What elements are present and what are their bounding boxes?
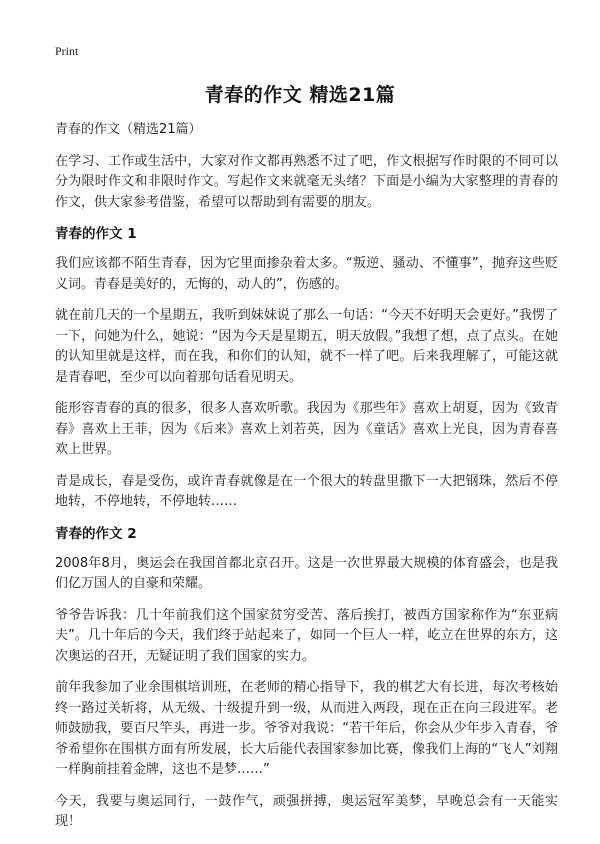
section-1-paragraph-1: 我们应该都不陌生青春，因为它里面掺杂着太多。“叛逆、骚动、不懂事”，抛弃这些贬义词。青春是美好的，无悔的，动人的”，伤感的。 [55,256,558,292]
section-1-paragraph-3: 能形容青春的真的很多，很多人喜欢听歌。我因为《那些年》喜欢上胡夏，因为《致青春》喜欢上王菲，因为《后来》喜欢上刘若英，因为《童话》喜欢上光良，因为青春喜欢上世界。 [55,401,558,457]
section-2-paragraph-2: 爷爷告诉我：几十年前我们这个国家贫穷受苦、落后挨打，被西方国家称作为“东亚病夫”。几十年后的今天，我们终于站起来了，如同一个巨人一样，屹立在世界的东方，这次奥运的召开，无疑证明了我们国家的实力。 [55,607,558,664]
section-2-paragraph-4: 今天，我要与奥运同行，一鼓作气，顽强拼搏，奥运冠军美梦，早晚总会有一天能实现！ [55,793,558,829]
section-2-paragraph-3: 前年我参加了业余围棋培训班，在老师的精心指导下，我的棋艺大有长进，每次考核始终一路过关斩将，从无级、十级提升到一级，从而进入两段，现在正在向三段进军。老师鼓励我，要百尺竿头，再进一步。爷爷对我说：“若干年后，你会从少年步入青春，爷爷希望你在围棋方面有所发展，长大后能代表国家参加比赛，像我们上海的“飞人”刘翔一样胸前挂着金牌，这也不是梦……” [55,680,558,777]
print-link[interactable]: Print [55,44,79,58]
section-heading-2: 青春的作文 2 [55,525,137,542]
page-title: 青春的作文 精选21篇 [204,84,396,106]
section-1-paragraph-2: 就在前几天的一个星期五，我听到妹妹说了那么一句话：“今天不好明天会更好。”我愣了一下，问她为什么，她说：“因为今天是星期五，明天放假。”我想了想，点了点头。在她的认知里就是这样，而在我，和你们的认知，就不一样了吧。后来我理解了，可能这就是青春吧，至少可以向着那句话看见明天。 [55,308,558,385]
intro-paragraph: 在学习、工作或生活中，大家对作文都再熟悉不过了吧，作文根据写作时限的不同可以分为限时作文和非限时作文。写起作文来就毫无头绪？下面是小编为大家整理的青春的作文，供大家参考借鉴，希望可以帮助到有需要的朋友。 [55,153,558,210]
article-subtitle: 青春的作文（精选21篇） [55,122,202,137]
section-1-paragraph-4: 青是成长，春是受伤，或许青春就像是在一个很大的转盘里撒下一大把钢珠，然后不停地转，不停地转，不停地转…… [55,473,558,509]
section-heading-1: 青春的作文 1 [55,226,137,242]
article-body [55,120,558,844]
section-2-paragraph-1: 2008年8月，奥运会在我国首都北京召开。这是一次世界最大规模的体育盛会，也是我们亿万国人的自豪和荣耀。 [55,555,558,591]
